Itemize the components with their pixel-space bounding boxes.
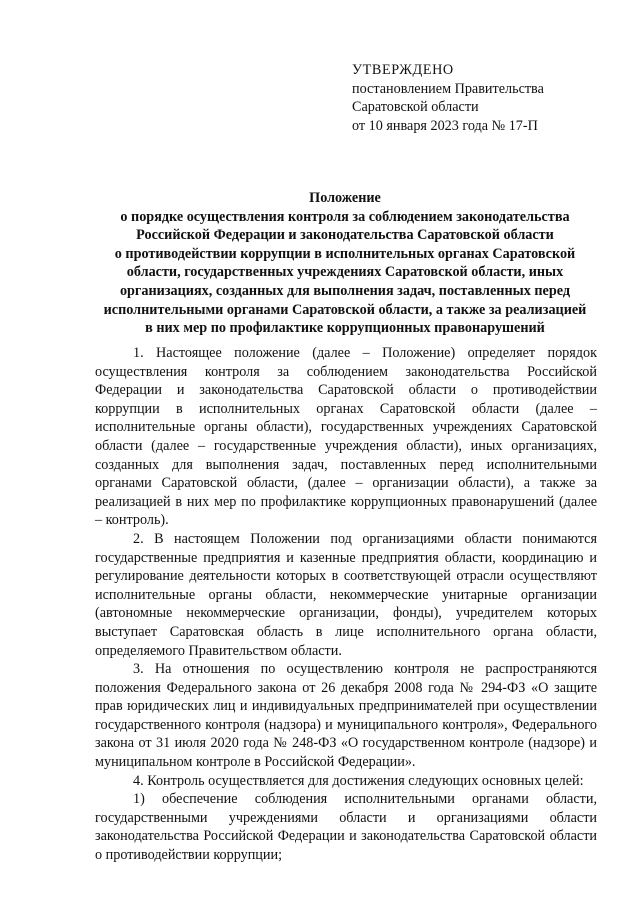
approval-stamp <box>352 61 612 135</box>
approval-line: Саратовской области <box>352 99 479 116</box>
paragraph: 1) обеспечение соблюдения исполнительными органами области, государственными учреждениями области и организациями области законодательства Российской Федерации и законодательства Саратовской области о противодействии коррупции; <box>95 791 597 864</box>
title-line: организациях, созданных для выполнения задач, поставленных перед <box>119 282 571 299</box>
approval-heading: УТВЕРЖДЕНО <box>352 62 454 78</box>
title-line: в них мер по профилактике коррупционных правонарушений <box>145 320 545 337</box>
title-heading: Положение <box>309 190 381 206</box>
paragraph: 4. Контроль осуществляется для достижения следующих основных целей: <box>133 772 584 789</box>
paragraph: 3. На отношения по осуществлению контроля не распространяются положения Федерального закона от 26 декабря 2008 года № 294-ФЗ «О защите прав юридических лиц и индивидуальных предпринимателей при осуществлении государственного контроля (надзора) и муниципального контроля», Федерального закона от 31 июля 2020 года № 248-ФЗ «О государственном контроле (надзоре) и муниципальном контроле в Российской Федерации». <box>95 661 597 771</box>
paragraph: 2. В настоящем Положении под организациями области понимаются государственные предприятия и казенные предприятия области, координацию и регулирование деятельности которых в соответствующей отрасли осуществляют исполнительные органы области, некоммерческие унитарные организации (автономные некоммерческие организации, фонды), учредителем которых выступает Саратовская область в лице исполнительного органа области, определяемого Правительством области. <box>95 530 597 659</box>
title-line: о противодействии коррупции в исполнительных органах Саратовской <box>114 245 576 262</box>
title-line: Российской Федерации и законодательства Саратовской области <box>136 227 554 244</box>
title-line: о порядке осуществления контроля за соблюдением законодательства <box>120 208 570 225</box>
title-line: исполнительными органами Саратовской области, а также за реализацией <box>103 301 587 318</box>
document-title <box>80 189 610 338</box>
approval-line: от 10 января 2023 года № 17-П <box>352 117 538 134</box>
approval-line: постановлением Правительства <box>352 80 544 97</box>
title-line: области, государственных учреждениях Саратовской области, иных <box>126 264 564 281</box>
paragraph: 1. Настоящее положение (далее – Положение) определяет порядок осуществления контроля за соблюдением законодательства Российской Федерации и законодательства Саратовской области о противодействии коррупции в исполнительных органах Саратовской области (далее – исполнительные органы области), государственных учреждениях Саратовской области (далее – государственные учреждения области), иных организациях, созданных для выполнения задач, поставленных перед исполнительными органами Саратовской области, (далее – организации области), а также за реализацией в них мер по профилактике коррупционных правонарушений (далее – контроль). <box>95 345 597 529</box>
document-body <box>95 344 597 865</box>
